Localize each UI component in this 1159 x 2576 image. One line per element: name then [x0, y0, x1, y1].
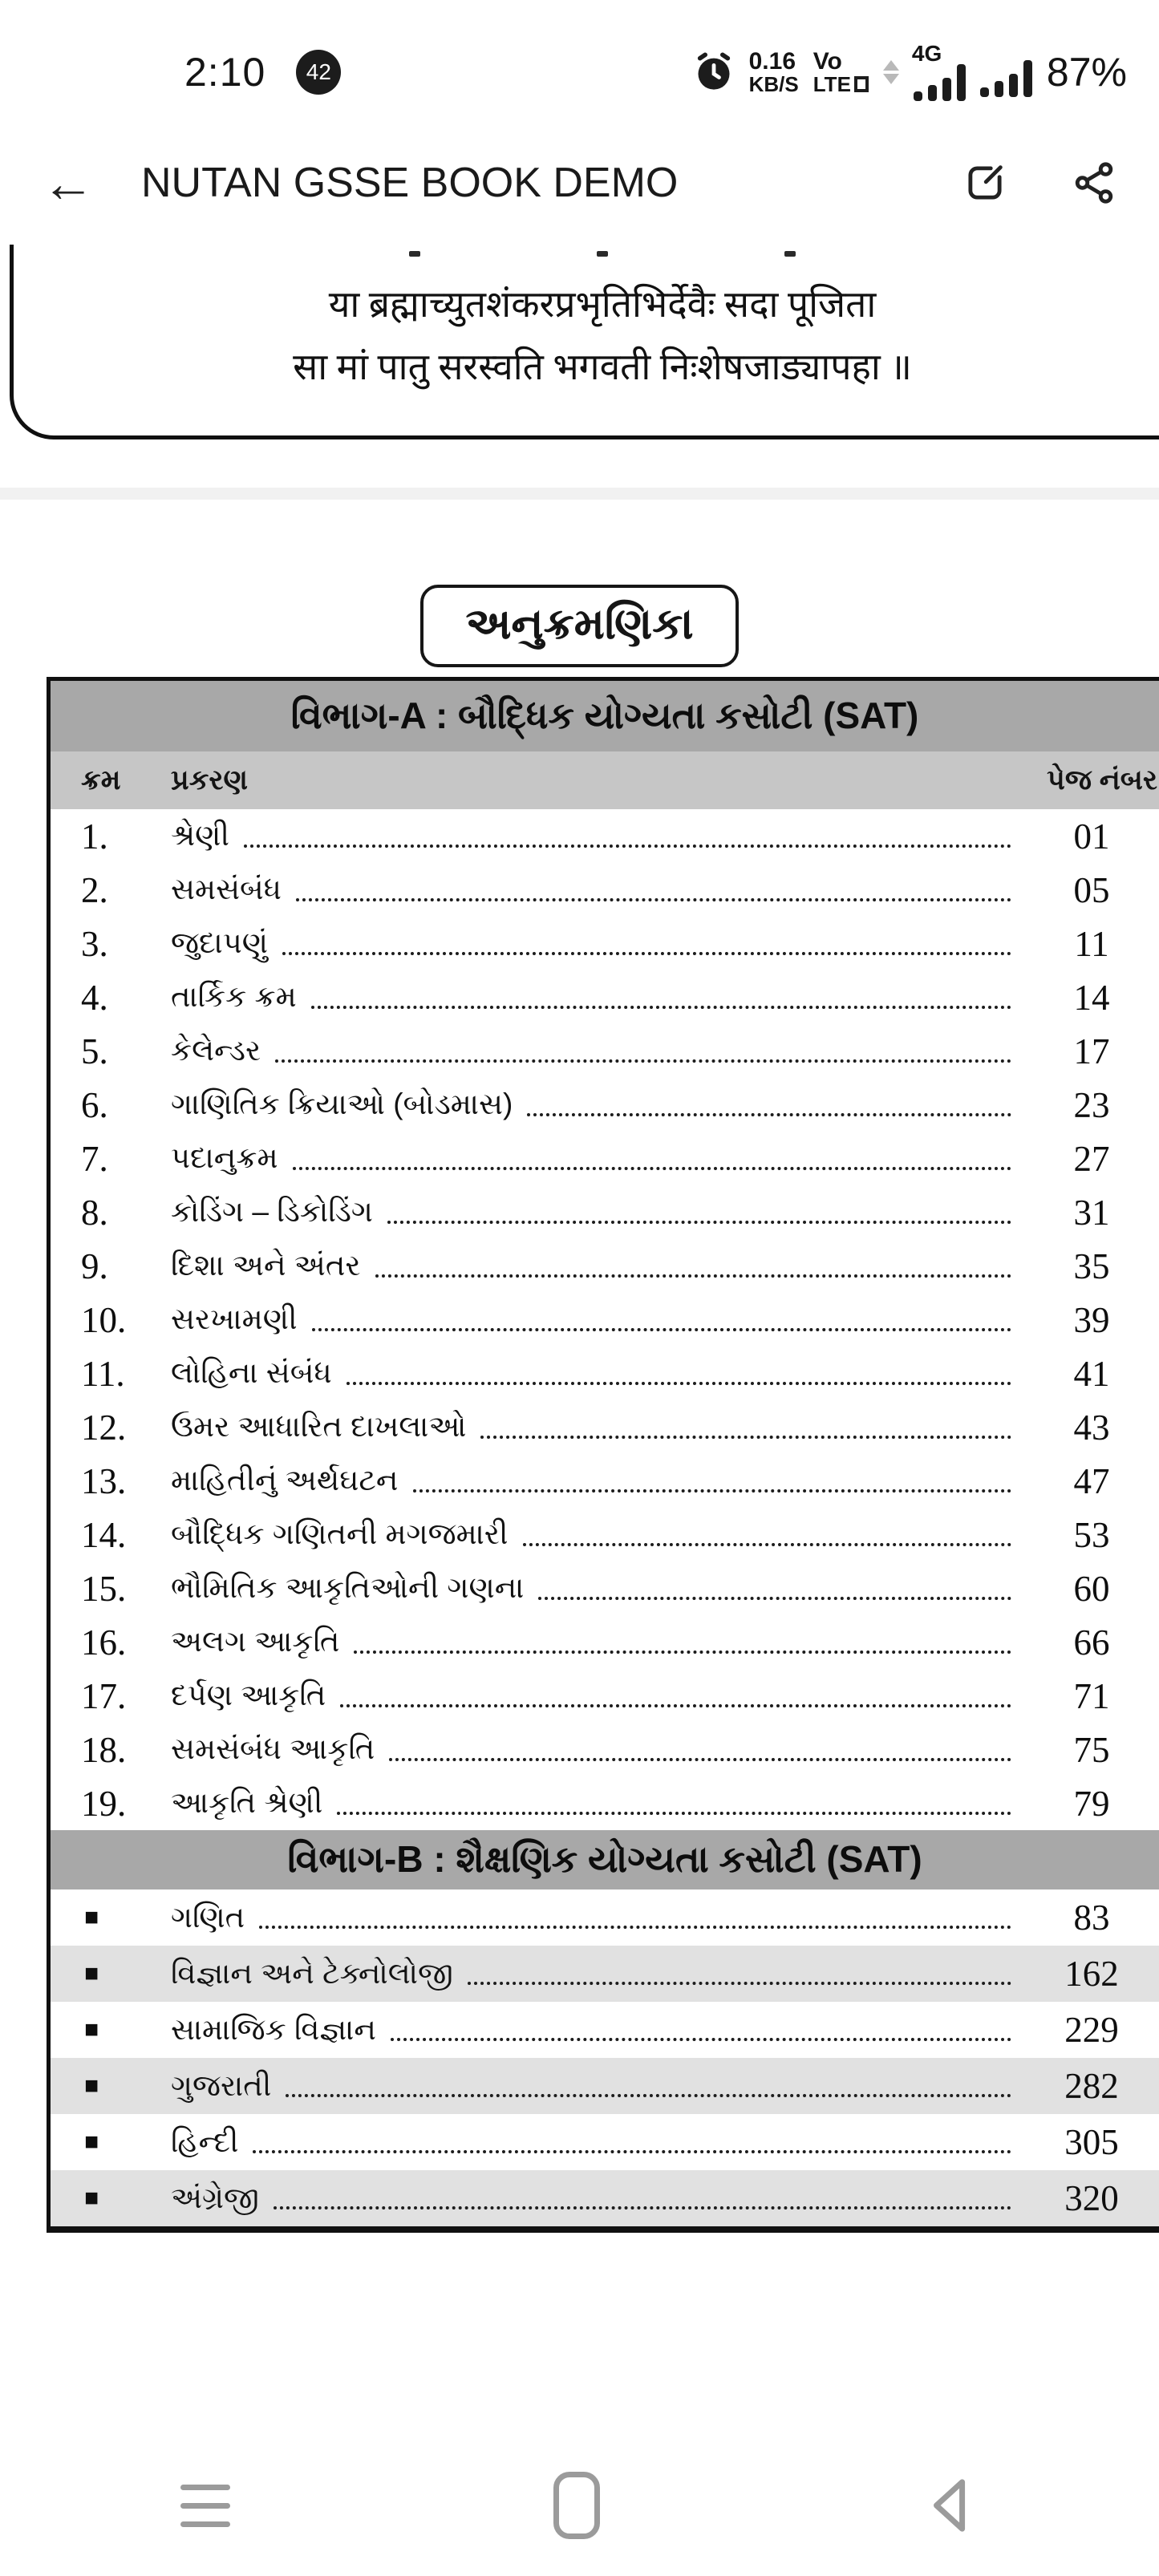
toc-row [51, 1946, 1159, 2002]
toc-row [51, 1239, 1159, 1293]
column-serial: ક્રમ [81, 764, 121, 796]
edit-button[interactable] [962, 160, 1008, 206]
row-page-number: 66 [1073, 1622, 1110, 1663]
row-chapter-title: ગણિત [171, 1900, 245, 1934]
row-chapter-title: ભૌમિતિક આકૃતિઓની ગણના [171, 1571, 525, 1604]
row-serial: 6. [81, 1084, 108, 1125]
row-page-number: 39 [1073, 1299, 1110, 1340]
row-page-number: 83 [1073, 1898, 1110, 1938]
toc-row [51, 1615, 1159, 1669]
row-serial: 15. [81, 1568, 127, 1609]
row-page-number: 47 [1073, 1460, 1110, 1501]
toc-table [47, 677, 1159, 2233]
row-page-number: 27 [1073, 1138, 1110, 1179]
row-bullet-icon: ■ [84, 2128, 99, 2155]
column-header-row [51, 751, 1159, 809]
row-chapter-title: લોહિના સંબંધ [171, 1356, 332, 1389]
row-serial: 7. [81, 1138, 108, 1179]
row-serial: 11. [81, 1353, 125, 1394]
dot-leader [311, 1006, 1011, 1009]
shloka-line-1: या ब्रह्माच्युतशंकरप्रभृतिभिर्देवैः सदा पूजिता [328, 284, 877, 325]
row-chapter-title: હિન્દી [171, 2124, 239, 2158]
toc-row [51, 1669, 1159, 1723]
dot-leader [275, 1059, 1011, 1063]
book-page-shloka-card [10, 245, 1159, 439]
row-chapter-title: અંગ્રેજી [171, 2181, 259, 2214]
toc-row [51, 1508, 1159, 1561]
dot-leader [375, 1274, 1012, 1278]
toc-row [51, 1400, 1159, 1454]
row-serial: 9. [81, 1245, 108, 1286]
row-page-number: 01 [1073, 816, 1110, 857]
row-page-number: 41 [1073, 1353, 1110, 1394]
toc-row [51, 1347, 1159, 1400]
toc-row [51, 1454, 1159, 1508]
shloka-line-2: सा मां पातु सरस्वति भगवती निःशेषजाड्यापहा ॥ [293, 346, 912, 387]
status-bar-right [693, 43, 1127, 100]
volte-top: Vo [813, 48, 842, 75]
row-chapter-title: સરખામણી [171, 1302, 298, 1335]
row-chapter-title: ઉમર આધારિત દાખલાઓ [171, 1410, 467, 1443]
row-page-number: 162 [1064, 1954, 1119, 1994]
cropped-line-fragments [62, 251, 1143, 273]
home-button[interactable] [553, 2472, 600, 2539]
toc-row [51, 1078, 1159, 1132]
toc-row [51, 2002, 1159, 2058]
row-page-number: 23 [1073, 1084, 1110, 1125]
dot-leader [387, 1221, 1011, 1224]
row-chapter-title: બૌદ્ધિક ગણિતની મગજમારી [171, 1517, 509, 1550]
dot-leader [354, 1651, 1011, 1654]
row-page-number: 75 [1073, 1729, 1110, 1770]
toc-row [51, 1723, 1159, 1776]
signal-bars-icon [914, 64, 966, 101]
row-serial: 17. [81, 1675, 127, 1716]
toc-row [51, 2114, 1159, 2170]
dot-leader [527, 1113, 1011, 1116]
dot-leader [346, 1382, 1011, 1385]
dot-leader [244, 844, 1011, 848]
row-chapter-title: સમસંબંધ આકૃતિ [171, 1732, 375, 1765]
hd-box-icon [854, 76, 869, 92]
row-chapter-title: માહિતીનું અર્થઘટન [171, 1464, 399, 1497]
notification-count-badge: 42 [296, 50, 341, 95]
recents-menu-button[interactable] [180, 2485, 230, 2527]
network-speed-unit: KB/S [748, 72, 799, 96]
section-b-rows [51, 1889, 1159, 2226]
separator-band [0, 488, 1159, 500]
toc-row [51, 917, 1159, 970]
dot-leader [253, 2150, 1011, 2153]
dot-leader [538, 1597, 1011, 1600]
dot-leader [468, 1982, 1011, 1985]
row-page-number: 282 [1064, 2066, 1119, 2106]
share-button[interactable] [1071, 160, 1117, 206]
dot-leader [282, 952, 1011, 955]
toc-title: અનુક્રમણિકા [420, 585, 738, 667]
row-chapter-title: દિશા અને અંતર [171, 1249, 361, 1282]
row-serial: 8. [81, 1192, 108, 1233]
app-bar [0, 120, 1159, 245]
row-chapter-title: તાર્કિક ક્રમ [171, 980, 297, 1013]
row-serial: 12. [81, 1407, 127, 1448]
row-bullet-icon: ■ [84, 1904, 99, 1930]
column-chapter: પ્રકરણ [171, 764, 249, 796]
dot-leader [523, 1543, 1012, 1546]
row-chapter-title: શ્રેણી [171, 819, 230, 852]
row-bullet-icon: ■ [84, 2016, 99, 2043]
row-chapter-title: કેલેન્ડર [171, 1034, 261, 1067]
row-chapter-title: અલગ આકૃતિ [171, 1625, 340, 1658]
section-b-header: વિભાગ-B : શૈક્ષણિક યોગ્યતા કસોટી (SAT) [51, 1830, 1159, 1889]
toc-row [51, 2170, 1159, 2226]
alarm-icon [693, 51, 735, 93]
section-a-rows [51, 809, 1159, 1830]
row-chapter-title: પદાનુક્રમ [171, 1141, 278, 1174]
dot-leader [337, 1812, 1011, 1815]
toc-row [51, 1889, 1159, 1946]
row-chapter-title: સામાજિક વિજ્ઞાન [171, 2012, 376, 2046]
dot-leader [274, 2206, 1011, 2209]
row-page-number: 229 [1064, 2010, 1119, 2050]
data-activity-arrows-icon [883, 60, 899, 84]
network-type-label: 4G [911, 41, 942, 67]
nav-back-button[interactable] [922, 2472, 979, 2539]
status-bar [0, 0, 1159, 120]
volte-indicator [813, 50, 869, 95]
row-page-number: 17 [1073, 1031, 1110, 1071]
toc-row [51, 1293, 1159, 1347]
volte-bottom: LTE [813, 72, 851, 96]
toc-row [51, 1185, 1159, 1239]
toc-row [51, 2058, 1159, 2114]
dot-leader [413, 1489, 1012, 1493]
dot-leader [480, 1436, 1011, 1439]
row-serial: 3. [81, 923, 108, 964]
row-bullet-icon: ■ [84, 2185, 99, 2211]
back-button[interactable]: ← [42, 152, 95, 213]
toc-row [51, 1024, 1159, 1078]
row-chapter-title: ગાણિતિક ક્રિયાઓ (બોડમાસ) [171, 1088, 513, 1120]
toc-row [51, 1561, 1159, 1615]
row-serial: 2. [81, 869, 108, 910]
row-page-number: 320 [1064, 2178, 1119, 2218]
row-serial: 13. [81, 1460, 127, 1501]
signal-bars-sim2-icon [980, 60, 1032, 97]
dot-leader [340, 1704, 1011, 1707]
row-chapter-title: કોડિંગ – ડિકોડિંગ [171, 1195, 373, 1228]
row-serial: 1. [81, 816, 108, 857]
row-page-number: 79 [1073, 1783, 1110, 1824]
toc-row [51, 809, 1159, 863]
android-navigation-bar [0, 2472, 1159, 2539]
toc-row [51, 1132, 1159, 1185]
row-page-number: 305 [1064, 2122, 1119, 2162]
dot-leader [389, 1758, 1011, 1761]
row-page-number: 11 [1074, 923, 1109, 964]
clock-time: 2:10 [184, 50, 266, 95]
row-page-number: 43 [1073, 1407, 1110, 1448]
row-page-number: 05 [1073, 869, 1110, 910]
row-chapter-title: જુદાપણું [171, 926, 269, 959]
row-chapter-title: ગુજરાતી [171, 2068, 272, 2102]
toc-row [51, 970, 1159, 1024]
row-page-number: 53 [1073, 1514, 1110, 1555]
section-a-header: વિભાગ-A : બૌદ્ધિક યોગ્યતા કસોટી (SAT) [51, 681, 1159, 751]
dot-leader [391, 2038, 1011, 2041]
network-speed-value: 0.16 [748, 48, 796, 75]
battery-percent: 87% [1046, 50, 1127, 95]
row-page-number: 35 [1073, 1245, 1110, 1286]
network-speed [749, 50, 799, 95]
row-chapter-title: વિજ્ઞાન અને ટેક્નોલોજી [171, 1956, 453, 1990]
row-serial: 19. [81, 1783, 127, 1824]
row-chapter-title: દર્પણ આકૃતિ [171, 1679, 326, 1711]
row-serial: 14. [81, 1514, 127, 1555]
page-title: NUTAN GSSE BOOK DEMO [141, 159, 679, 206]
dot-leader [286, 2094, 1011, 2097]
row-serial: 18. [81, 1729, 127, 1770]
row-serial: 4. [81, 977, 108, 1018]
toc-row [51, 1776, 1159, 1830]
row-chapter-title: સમસંબંધ [171, 873, 282, 905]
row-page-number: 60 [1073, 1568, 1110, 1609]
dot-leader [293, 1167, 1011, 1170]
row-serial: 10. [81, 1299, 127, 1340]
row-page-number: 14 [1073, 977, 1110, 1018]
dot-leader [259, 1926, 1011, 1929]
column-page: પેજ નંબર [1047, 764, 1157, 796]
row-serial: 5. [81, 1031, 108, 1071]
dot-leader [312, 1328, 1011, 1331]
row-page-number: 31 [1073, 1192, 1110, 1233]
row-bullet-icon: ■ [84, 1960, 99, 1987]
toc-row [51, 863, 1159, 917]
row-chapter-title: આકૃતિ શ્રેણી [171, 1786, 323, 1819]
row-serial: 16. [81, 1622, 127, 1663]
row-page-number: 71 [1073, 1675, 1110, 1716]
dot-leader [296, 898, 1011, 901]
row-bullet-icon: ■ [84, 2072, 99, 2099]
signal-sim1 [911, 41, 966, 100]
